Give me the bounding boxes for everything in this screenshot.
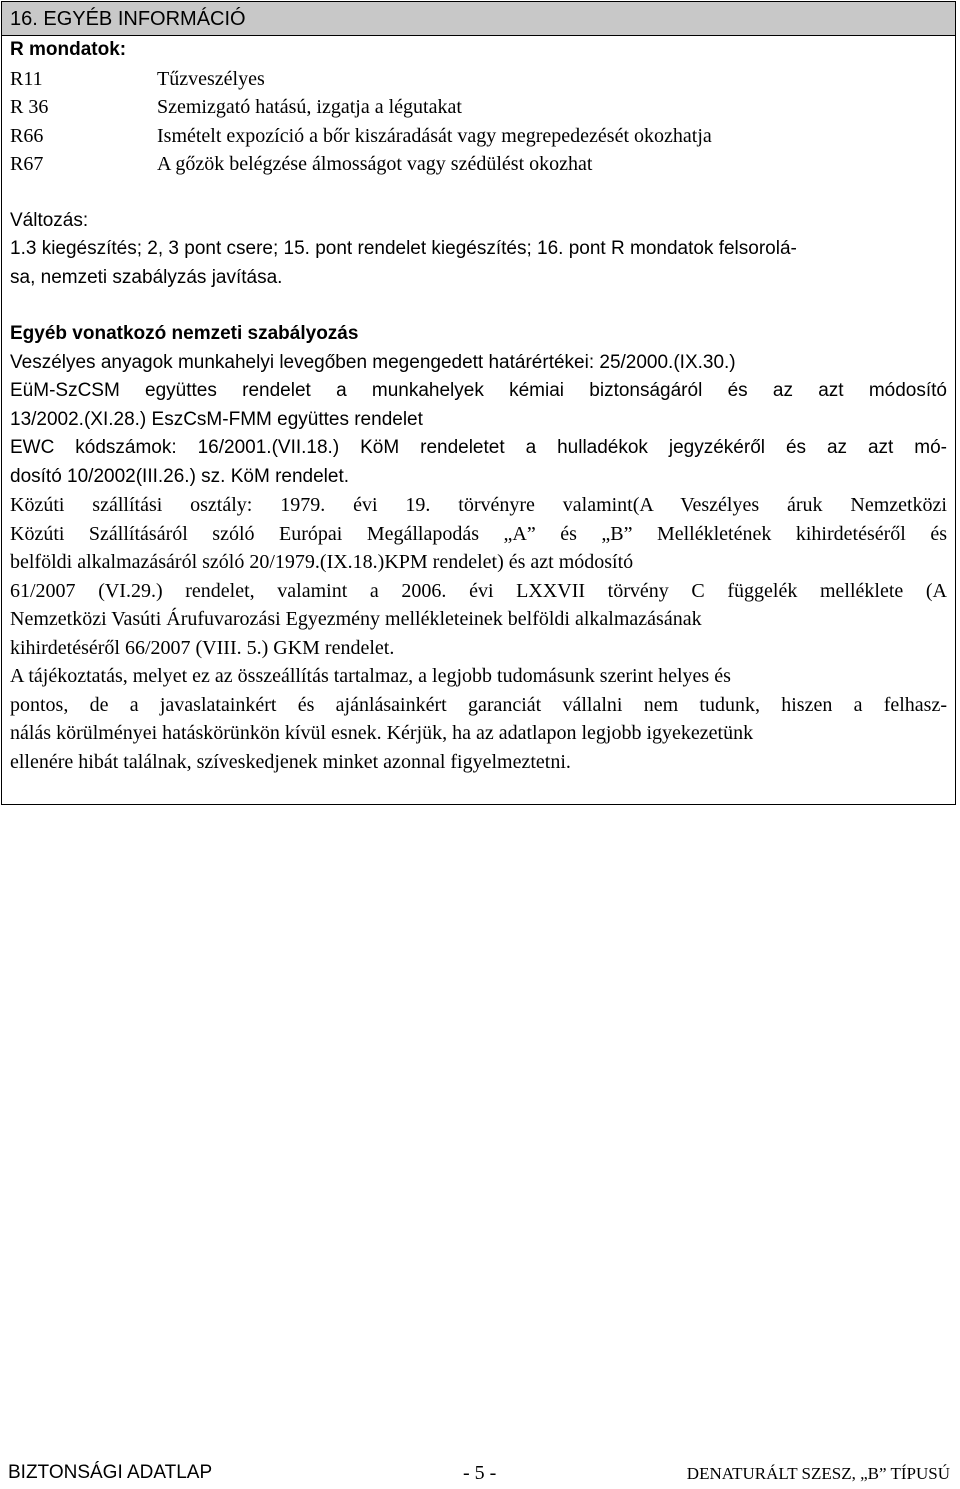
- regulation-line: 61/2007 (VI.29.) rendelet, valamint a 2006. évi LXXVII törvény C függelék melléklete (A: [10, 579, 947, 602]
- regulation-line: 13/2002.(XI.28.) EszCsM-FMM együttes rendelet: [10, 408, 423, 430]
- disclaimer-line: nálás körülményei hatáskörünkön kívül esnek. Kérjük, ha az adatlapon legjobb igyekezetünk: [10, 722, 754, 744]
- changes-line: 1.3 kiegészítés; 2, 3 pont csere; 15. pont rendelet kiegészítés; 16. pont R mondatok felsorolá-: [10, 238, 797, 259]
- r-sentence-row: [10, 122, 947, 151]
- section-content: [10, 36, 947, 776]
- regulations-heading: Egyéb vonatkozó nemzeti szabályozás: [10, 323, 359, 344]
- footer-product-name: DENATURÁLT SZESZ, „B” TÍPUSÚ: [686, 1464, 950, 1483]
- disclaimer-line: A tájékoztatás, melyet ez az összeállítás tartalmaz, a legjobb tudomásunk szerint helyes és: [10, 665, 731, 687]
- regulation-line: Veszélyes anyagok munkahelyi levegőben megengedett határértékei: 25/2000.(IX.30.): [10, 351, 736, 373]
- r-code: R 36: [10, 96, 49, 118]
- r-sentence-row: [10, 150, 947, 179]
- regulation-line: Nemzetközi Vasúti Árufuvarozási Egyezmény mellékleteinek belföldi alkalmazásának: [10, 608, 702, 630]
- disclaimer-line: ellenére hibát találnak, szíveskedjenek minket azonnal figyelmeztetni.: [10, 750, 571, 773]
- r-sentences-heading: R mondatok:: [10, 39, 127, 60]
- r-code: R11: [10, 67, 43, 90]
- regulation-line: EüM-SzCSM együttes rendelet a munkahelyek kémiai biztonságáról és az azt módosító: [10, 380, 947, 401]
- footer-document-type: BIZTONSÁGI ADATLAP: [8, 1462, 213, 1483]
- regulation-line: EWC kódszámok: 16/2001.(VII.18.) KöM rendeletet a hulladékok jegyzékéről és az azt mó-: [10, 437, 947, 458]
- r-code: R66: [10, 124, 44, 147]
- page-footer: [8, 1458, 950, 1488]
- r-sentence-row: [10, 93, 947, 122]
- disclaimer-line: pontos, de a javaslatainkért és ajánlásainkért garanciát vállalni nem tudunk, hiszen a felhasz-: [10, 693, 947, 716]
- r-code: R67: [10, 153, 44, 175]
- r-text: Szemizgató hatású, izgatja a légutakat: [157, 96, 462, 118]
- r-text: Tűzveszélyes: [157, 67, 265, 90]
- regulation-line: belföldi alkalmazásáról szóló 20/1979.(IX.18.)KPM rendelet) és azt módosító: [10, 551, 634, 573]
- section-frame: [1, 1, 956, 805]
- changes-heading: Változás:: [10, 209, 89, 231]
- regulation-line: dosító 10/2002(III.26.) sz. KöM rendelet.: [10, 465, 350, 487]
- r-text: Ismételt expozíció a bőr kiszáradását vagy megrepedezését okozhatja: [157, 124, 712, 147]
- r-text: A gőzök belégzése álmosságot vagy szédülést okozhat: [157, 153, 593, 175]
- changes-line: sa, nemzeti szabályzás javítása.: [10, 266, 283, 288]
- r-sentence-row: [10, 65, 947, 94]
- section-heading: 16. EGYÉB INFORMÁCIÓ: [2, 2, 955, 36]
- regulation-line: Közúti szállítási osztály: 1979. évi 19. törvényre valamint(A Veszélyes áruk Nemzetközi: [10, 494, 947, 516]
- regulation-line: Közúti Szállításáról szóló Európai Megállapodás „A” és „B” Mellékletének kihirdetéséről és: [10, 522, 947, 545]
- page-number: - 5 -: [463, 1462, 497, 1484]
- regulation-line: kihirdetéséről 66/2007 (VIII. 5.) GKM rendelet.: [10, 636, 395, 659]
